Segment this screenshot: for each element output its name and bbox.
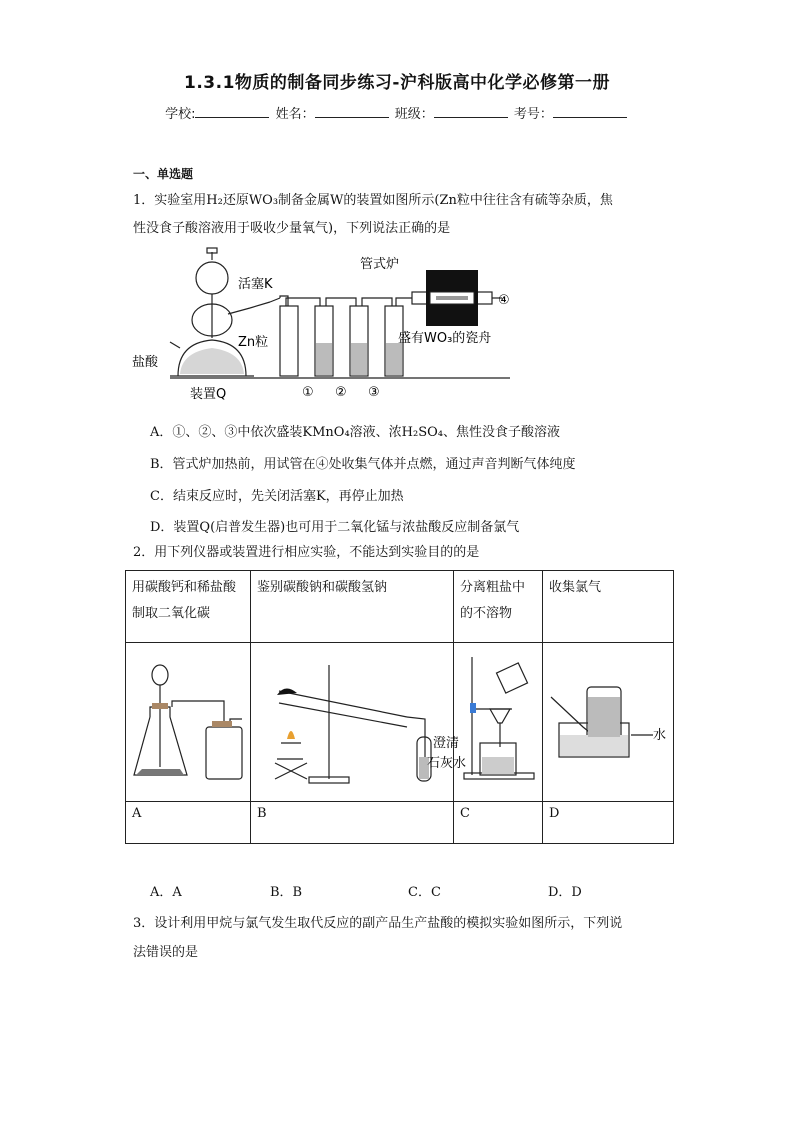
name-label: 姓名： xyxy=(275,107,315,122)
valve-k-label: 活塞K xyxy=(238,277,273,292)
hydrochloric-acid-label: 盐酸 xyxy=(132,355,159,370)
label-b: B xyxy=(257,806,267,821)
question-2-choice-d[interactable]: D．D xyxy=(548,885,582,900)
question-1-option-a[interactable]: A．①、②、③中依次盛装KMnO₄溶液、浓H₂SO₄、焦性没食子酸溶液 xyxy=(150,425,560,440)
section-heading: 一、单选题 xyxy=(133,167,194,181)
header-b-text: 鉴别碳酸钠和碳酸氢钠 xyxy=(257,580,388,595)
limewater-label-2: 石灰水 xyxy=(427,756,467,771)
water-label: 水 xyxy=(653,728,667,743)
label-cell-d xyxy=(543,802,674,844)
student-info-line xyxy=(0,103,794,122)
question-3-line-1: 3．设计利用甲烷与氯气发生取代反应的副产品生产盐酸的模拟实验如图所示，下列说 xyxy=(133,916,623,931)
figure-cell-b xyxy=(251,643,467,802)
table-header-b xyxy=(251,571,454,643)
question-1-line-2: 性没食子酸溶液用于吸收少量氧气)，下列说法正确的是 xyxy=(133,221,451,236)
zn-granule-label: Zn粒 xyxy=(238,335,269,350)
label-d: D xyxy=(549,806,560,821)
label-cell-b xyxy=(251,802,454,844)
gas-collection-figure xyxy=(549,647,667,793)
label-a: A xyxy=(132,806,142,821)
bottle-1-label: ① xyxy=(302,385,314,400)
figure-cell-d xyxy=(543,643,674,802)
table-header-a xyxy=(126,571,251,643)
bottle-2-label: ② xyxy=(335,385,347,400)
header-d-text: 收集氯气 xyxy=(549,580,602,595)
id-label: 考号： xyxy=(513,107,553,122)
label-c: C xyxy=(460,806,470,821)
question-2-choice-b[interactable]: B．B xyxy=(270,885,303,900)
table-header-d xyxy=(543,571,674,643)
name-blank[interactable] xyxy=(315,105,389,118)
question-2-table xyxy=(125,570,674,844)
question-1-apparatus-figure xyxy=(130,248,520,408)
question-1-option-c[interactable]: C．结束反应时，先关闭活塞K，再停止加热 xyxy=(150,489,404,504)
tube-furnace-label: 管式炉 xyxy=(360,257,400,272)
class-blank[interactable] xyxy=(434,105,508,118)
heating-test-figure xyxy=(257,647,467,793)
filtration-figure xyxy=(460,647,536,793)
figure-cell-a xyxy=(126,643,251,802)
device-q-label: 装置Q xyxy=(190,387,227,402)
question-1-option-b[interactable]: B．管式炉加热前，用试管在④处收集气体并点燃，通过声音判断气体纯度 xyxy=(150,457,576,472)
question-2-choice-c[interactable]: C．C xyxy=(408,885,441,900)
label-cell-c xyxy=(454,802,543,844)
header-c-text: 分离粗盐中的不溶物 xyxy=(460,580,526,621)
bottle-3-label: ③ xyxy=(368,385,380,400)
page-title: 1.3.1物质的制备同步练习-沪科版高中化学必修第一册 xyxy=(184,73,610,93)
question-2-choice-a[interactable]: A．A xyxy=(150,885,182,900)
label-cell-a xyxy=(126,802,251,844)
question-1-option-d[interactable]: D．装置Q(启普发生器)也可用于二氧化锰与浓盐酸反应制备氯气 xyxy=(150,520,520,535)
figure-cell-c xyxy=(454,643,543,802)
outlet-4-label: ④ xyxy=(498,293,510,308)
question-1-line-1: 1．实验室用H₂还原WO₃制备金属W的装置如图所示(Zn粒中往往含有硫等杂质，焦 xyxy=(133,193,613,208)
school-label: 学校: xyxy=(165,107,196,122)
school-blank[interactable] xyxy=(195,105,269,118)
class-label: 班级： xyxy=(394,107,434,122)
question-3-line-2: 法错误的是 xyxy=(133,945,199,960)
question-2-stem: 2．用下列仪器或装置进行相应实验，不能达到实验目的的是 xyxy=(133,545,480,560)
wo3-boat-label: 盛有WO₃的瓷舟 xyxy=(398,331,492,346)
header-a-text: 用碳酸钙和稀盐酸制取二氧化碳 xyxy=(132,580,237,621)
limewater-label-1: 澄清 xyxy=(433,736,460,751)
table-header-c xyxy=(454,571,543,643)
co2-generator-figure xyxy=(132,647,244,793)
id-blank[interactable] xyxy=(553,105,627,118)
